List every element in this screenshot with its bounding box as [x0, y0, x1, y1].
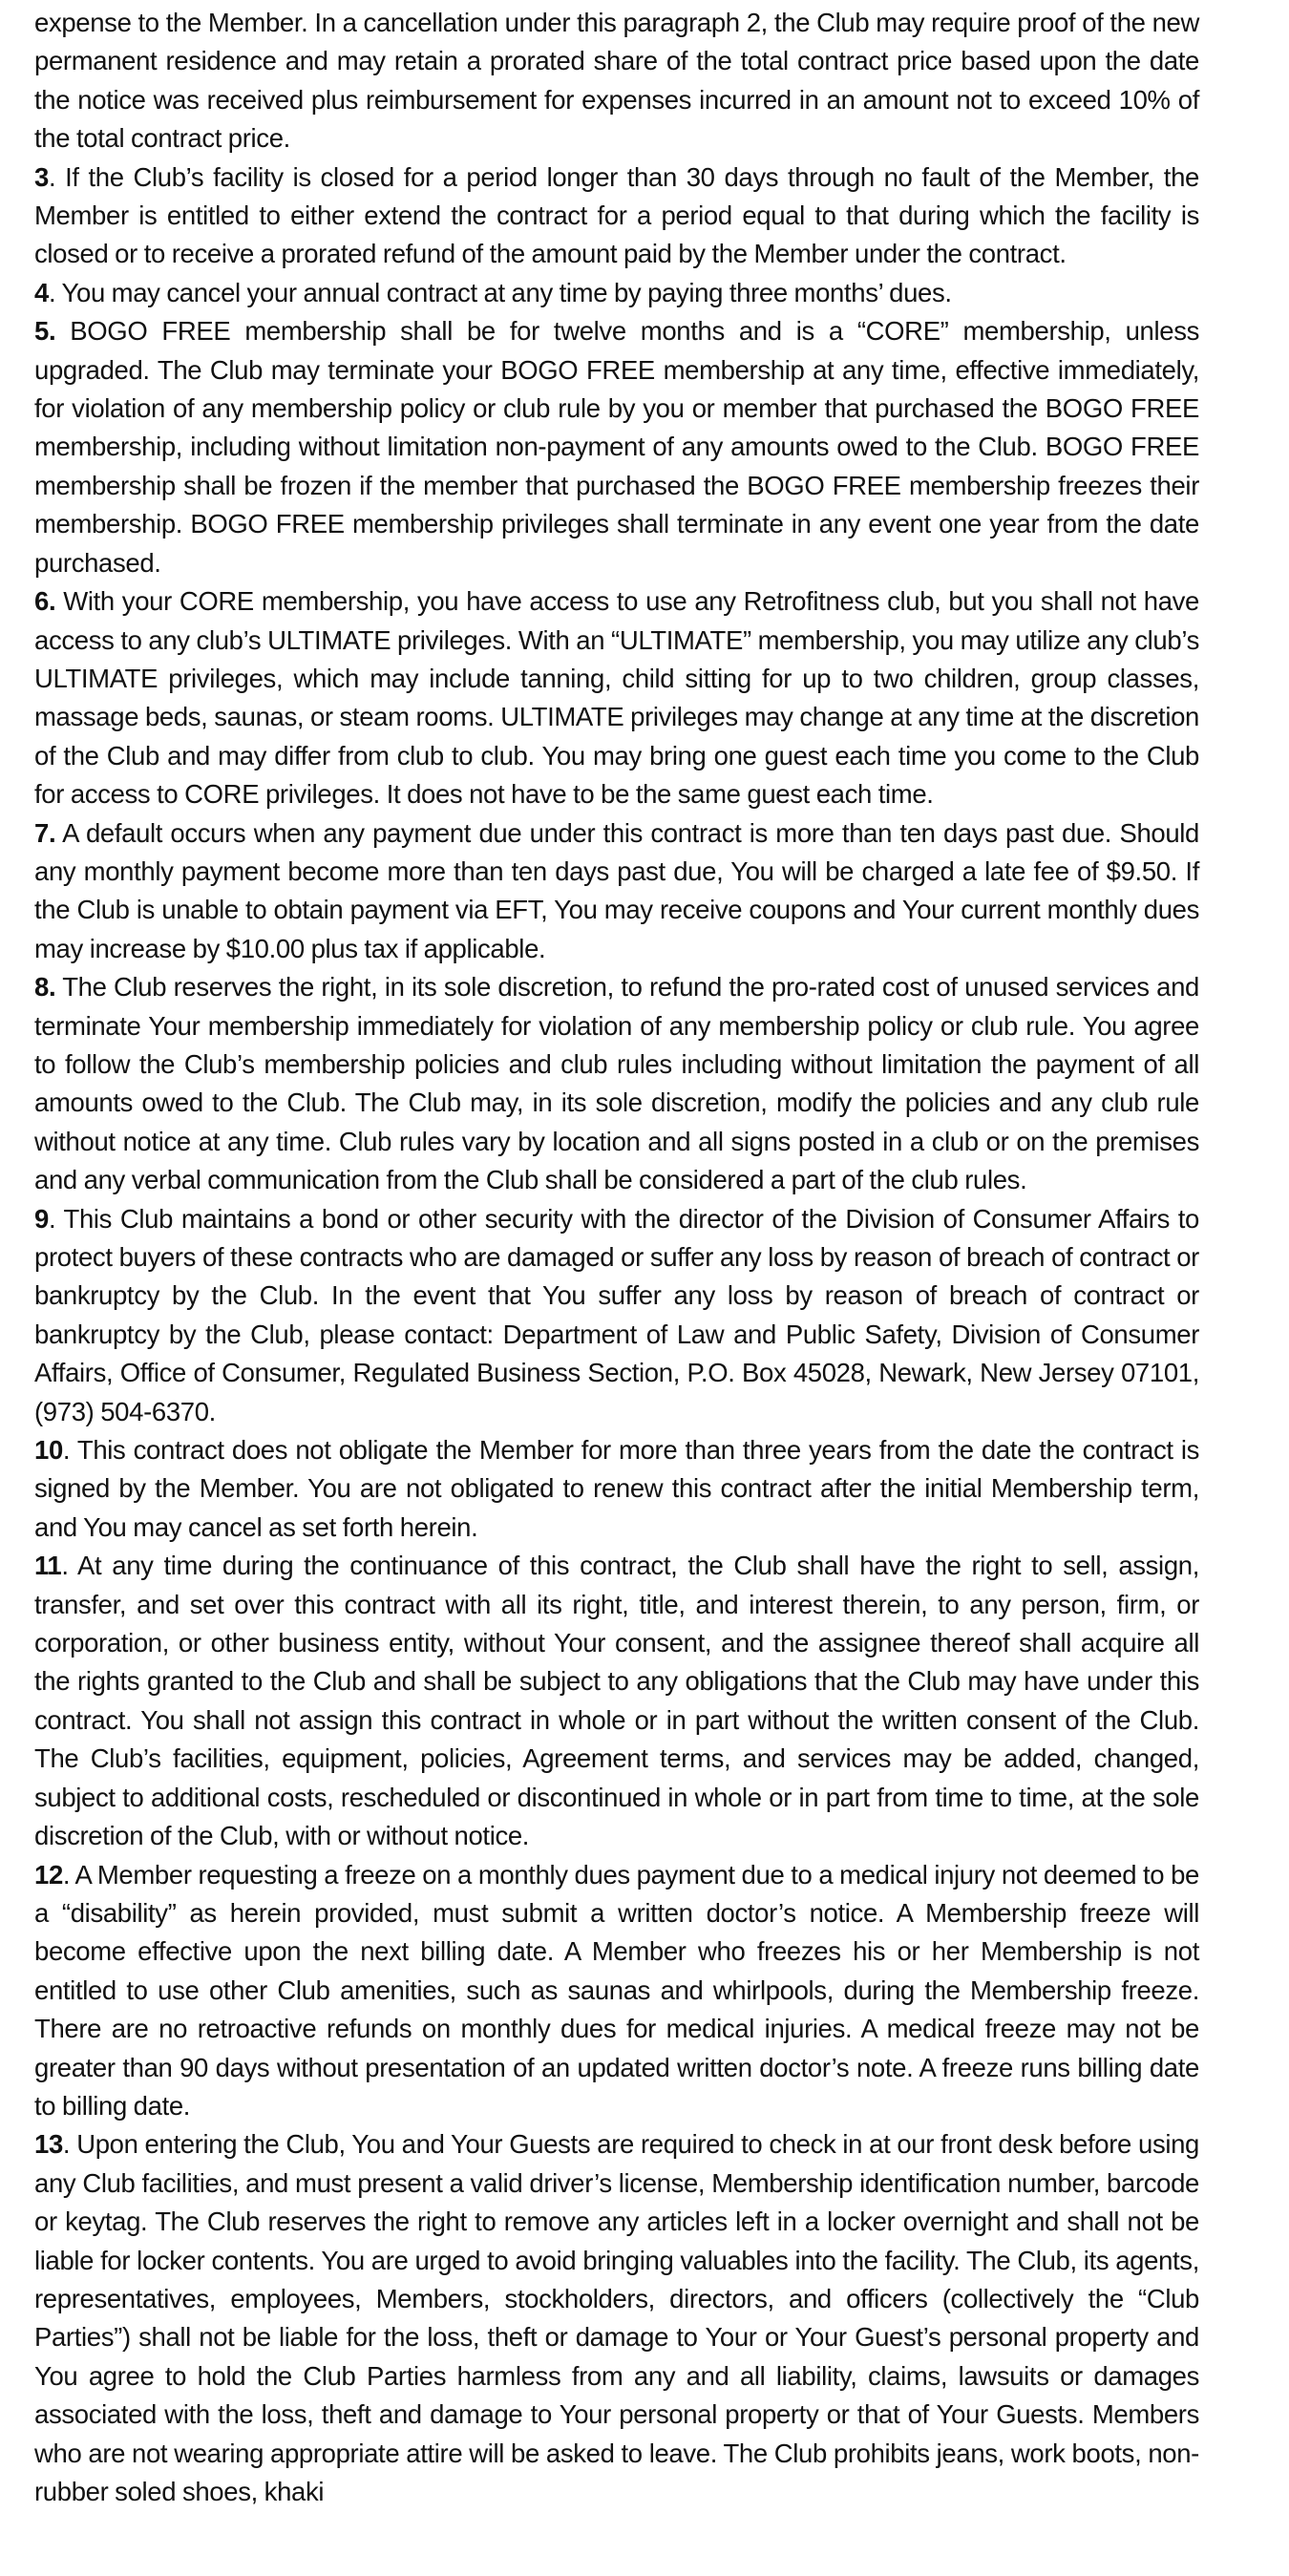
paragraph-9 — [34, 1200, 1199, 1431]
paragraph-number: 13 — [34, 2129, 63, 2160]
paragraph-text: . This contract does not obligate the Member for more than three years from the date the contract is signed by the Member. You are not obligated to renew this contract after the initial Membership term, and You may cancel as set forth herein. — [34, 1435, 1199, 1542]
paragraph-6 — [34, 582, 1199, 813]
paragraph-number: 3 — [34, 161, 49, 192]
paragraph-11 — [34, 1547, 1199, 1855]
paragraph-4 — [34, 274, 1199, 312]
paragraph-number: 4 — [34, 277, 49, 307]
paragraph-8 — [34, 968, 1199, 1199]
paragraph-text: A default occurs when any payment due under this contract is more than ten days past due. Should any monthly payment become more than ten days past due, You will be charged a late fee of $9.50. If the Club is unable to obtain payment via EFT, You may receive coupons and Your current monthly dues may increase by $10.00 plus tax if applicable. — [34, 817, 1199, 963]
paragraph-number: 8. — [34, 972, 56, 1003]
paragraph-3 — [34, 158, 1199, 274]
paragraph-12 — [34, 1856, 1199, 2126]
paragraph-number: 9 — [34, 1203, 49, 1234]
paragraph-2-continuation — [34, 4, 1199, 158]
paragraph-text: . Upon entering the Club, You and Your Guests are required to check in at our front desk before using any Club facilities, and must present a valid driver’s license, Membership identification number, barcode or keytag. The Club reserves the right to remove any articles left in a locker overnight and shall not be liable for locker contents. You are urged to avoid bringing valuables into the facility. The Club, its agents, representatives, employees, Members, stockholders, directors, and officers (collectively the “Club Parties”) shall not be liable for the loss, theft or damage to Your or Your Guest’s personal property and You agree to hold the Club Parties harmless from any and all liability, claims, lawsuits or damages associated with the loss, theft and damage to Your personal property or that of Your Guests. Members who are not wearing appropriate attire will be asked to leave. The Club prohibits jeans, work boots, non-rubber soled shoes, khaki — [34, 2129, 1199, 2506]
paragraph-number: 6. — [34, 586, 56, 617]
paragraph-number: 10 — [34, 1435, 63, 1466]
paragraph-text: . At any time during the continuance of this contract, the Club shall have the right to sell, assign, transfer, and set over this contract with all its right, title, and interest therein, to any person, firm, or corporation, or other business entity, without Your consent, and the assignee thereof shall acquire all the rights granted to the Club and shall be subject to any obligations that the Club may have under this contract. You shall not assign this contract in whole or in part without the written consent of the Club. The Club’s facilities, equipment, policies, Agreement terms, and services may be added, changed, subject to additional costs, rescheduled or discontinued in whole or in part from time to time, at the sole discretion of the Club, with or without notice. — [34, 1551, 1199, 1851]
paragraph-text: expense to the Member. In a cancellation under this paragraph 2, the Club may require proof of the new permanent residence and may retain a prorated share of the total contract price based upon the date the notice was received plus reimbursement for expenses incurred in an amount not to exceed 10% of the total contract price. — [34, 8, 1199, 154]
paragraph-text: . You may cancel your annual contract at any time by paying three months’ dues. — [48, 277, 952, 307]
paragraph-text: BOGO FREE membership shall be for twelve months and is a “CORE” membership, unless upgraded. The Club may terminate your BOGO FREE membership at any time, effective immediately, for violation of any membership policy or club rule by you or member that purchased the BOGO FREE membership, including without limitation non-payment of any amounts owed to the Club. BOGO FREE membership shall be frozen if the member that purchased the BOGO FREE membership freezes their membership. BOGO FREE membership privileges shall terminate in any event one year from the date purchased. — [34, 316, 1199, 578]
paragraph-5 — [34, 312, 1199, 582]
paragraph-number: 7. — [34, 817, 56, 848]
paragraph-text: . A Member requesting a freeze on a monthly dues payment due to a medical injury not deemed to be a “disability” as herein provided, must submit a written doctor’s notice. A Membership freeze will become effective upon the next billing date. A Member who freezes his or her Membership is not entitled to use other Club amenities, such as saunas and whirlpools, during the Membership freeze. There are no retroactive refunds on monthly dues for medical injuries. A medical freeze may not be greater than 90 days without presentation of an updated written doctor’s note. A freeze runs billing date to billing date. — [34, 1859, 1199, 2121]
paragraph-13 — [34, 2125, 1199, 2511]
paragraph-text: . This Club maintains a bond or other security with the director of the Division of Consumer Affairs to protect buyers of these contracts who are damaged or suffer any loss by reason of breach of contract or bankruptcy by the Club. In the event that You suffer any loss by reason of breach of contract or bankruptcy by the Club, please contact: Department of Law and Public Safety, Division of Consumer Affairs, Office of Consumer, Regulated Business Section, P.O. Box 45028, Newark, New Jersey 07101, (973) 504-6370. — [34, 1203, 1199, 1426]
paragraph-number: 5. — [34, 316, 56, 347]
paragraph-text: With your CORE membership, you have access to use any Retrofitness club, but you shall not have access to any club’s ULTIMATE privileges. With an “ULTIMATE” membership, you may utilize any club’s ULTIMATE privileges, which may include tanning, child sitting for up to two children, group classes, massage beds, saunas, or steam rooms. ULTIMATE privileges may change at any time at the discretion of the Club and may differ from club to club. You may bring one guest each time you come to the Club for access to CORE privileges. It does not have to be the same guest each time. — [34, 586, 1199, 810]
paragraph-text: The Club reserves the right, in its sole discretion, to refund the pro-rated cost of unused services and terminate Your membership immediately for violation of any membership policy or club rule. You agree to follow the Club’s membership policies and club rules including without limitation the payment of all amounts owed to the Club. The Club may, in its sole discretion, modify the policies and any club rule without notice at any time. Club rules vary by location and all signs posted in a club or on the premises and any verbal communication from the Club shall be considered a part of the club rules. — [34, 972, 1199, 1195]
paragraph-number: 11 — [34, 1551, 62, 1581]
paragraph-10 — [34, 1431, 1199, 1547]
paragraph-number: 12 — [34, 1859, 63, 1890]
paragraph-text: . If the Club’s facility is closed for a period longer than 30 days through no fault of the Member, the Member is entitled to either extend the contract for a period equal to that during which the facility is closed or to receive a prorated refund of the amount paid by the Member under the contract. — [34, 161, 1199, 269]
paragraph-7 — [34, 814, 1199, 969]
